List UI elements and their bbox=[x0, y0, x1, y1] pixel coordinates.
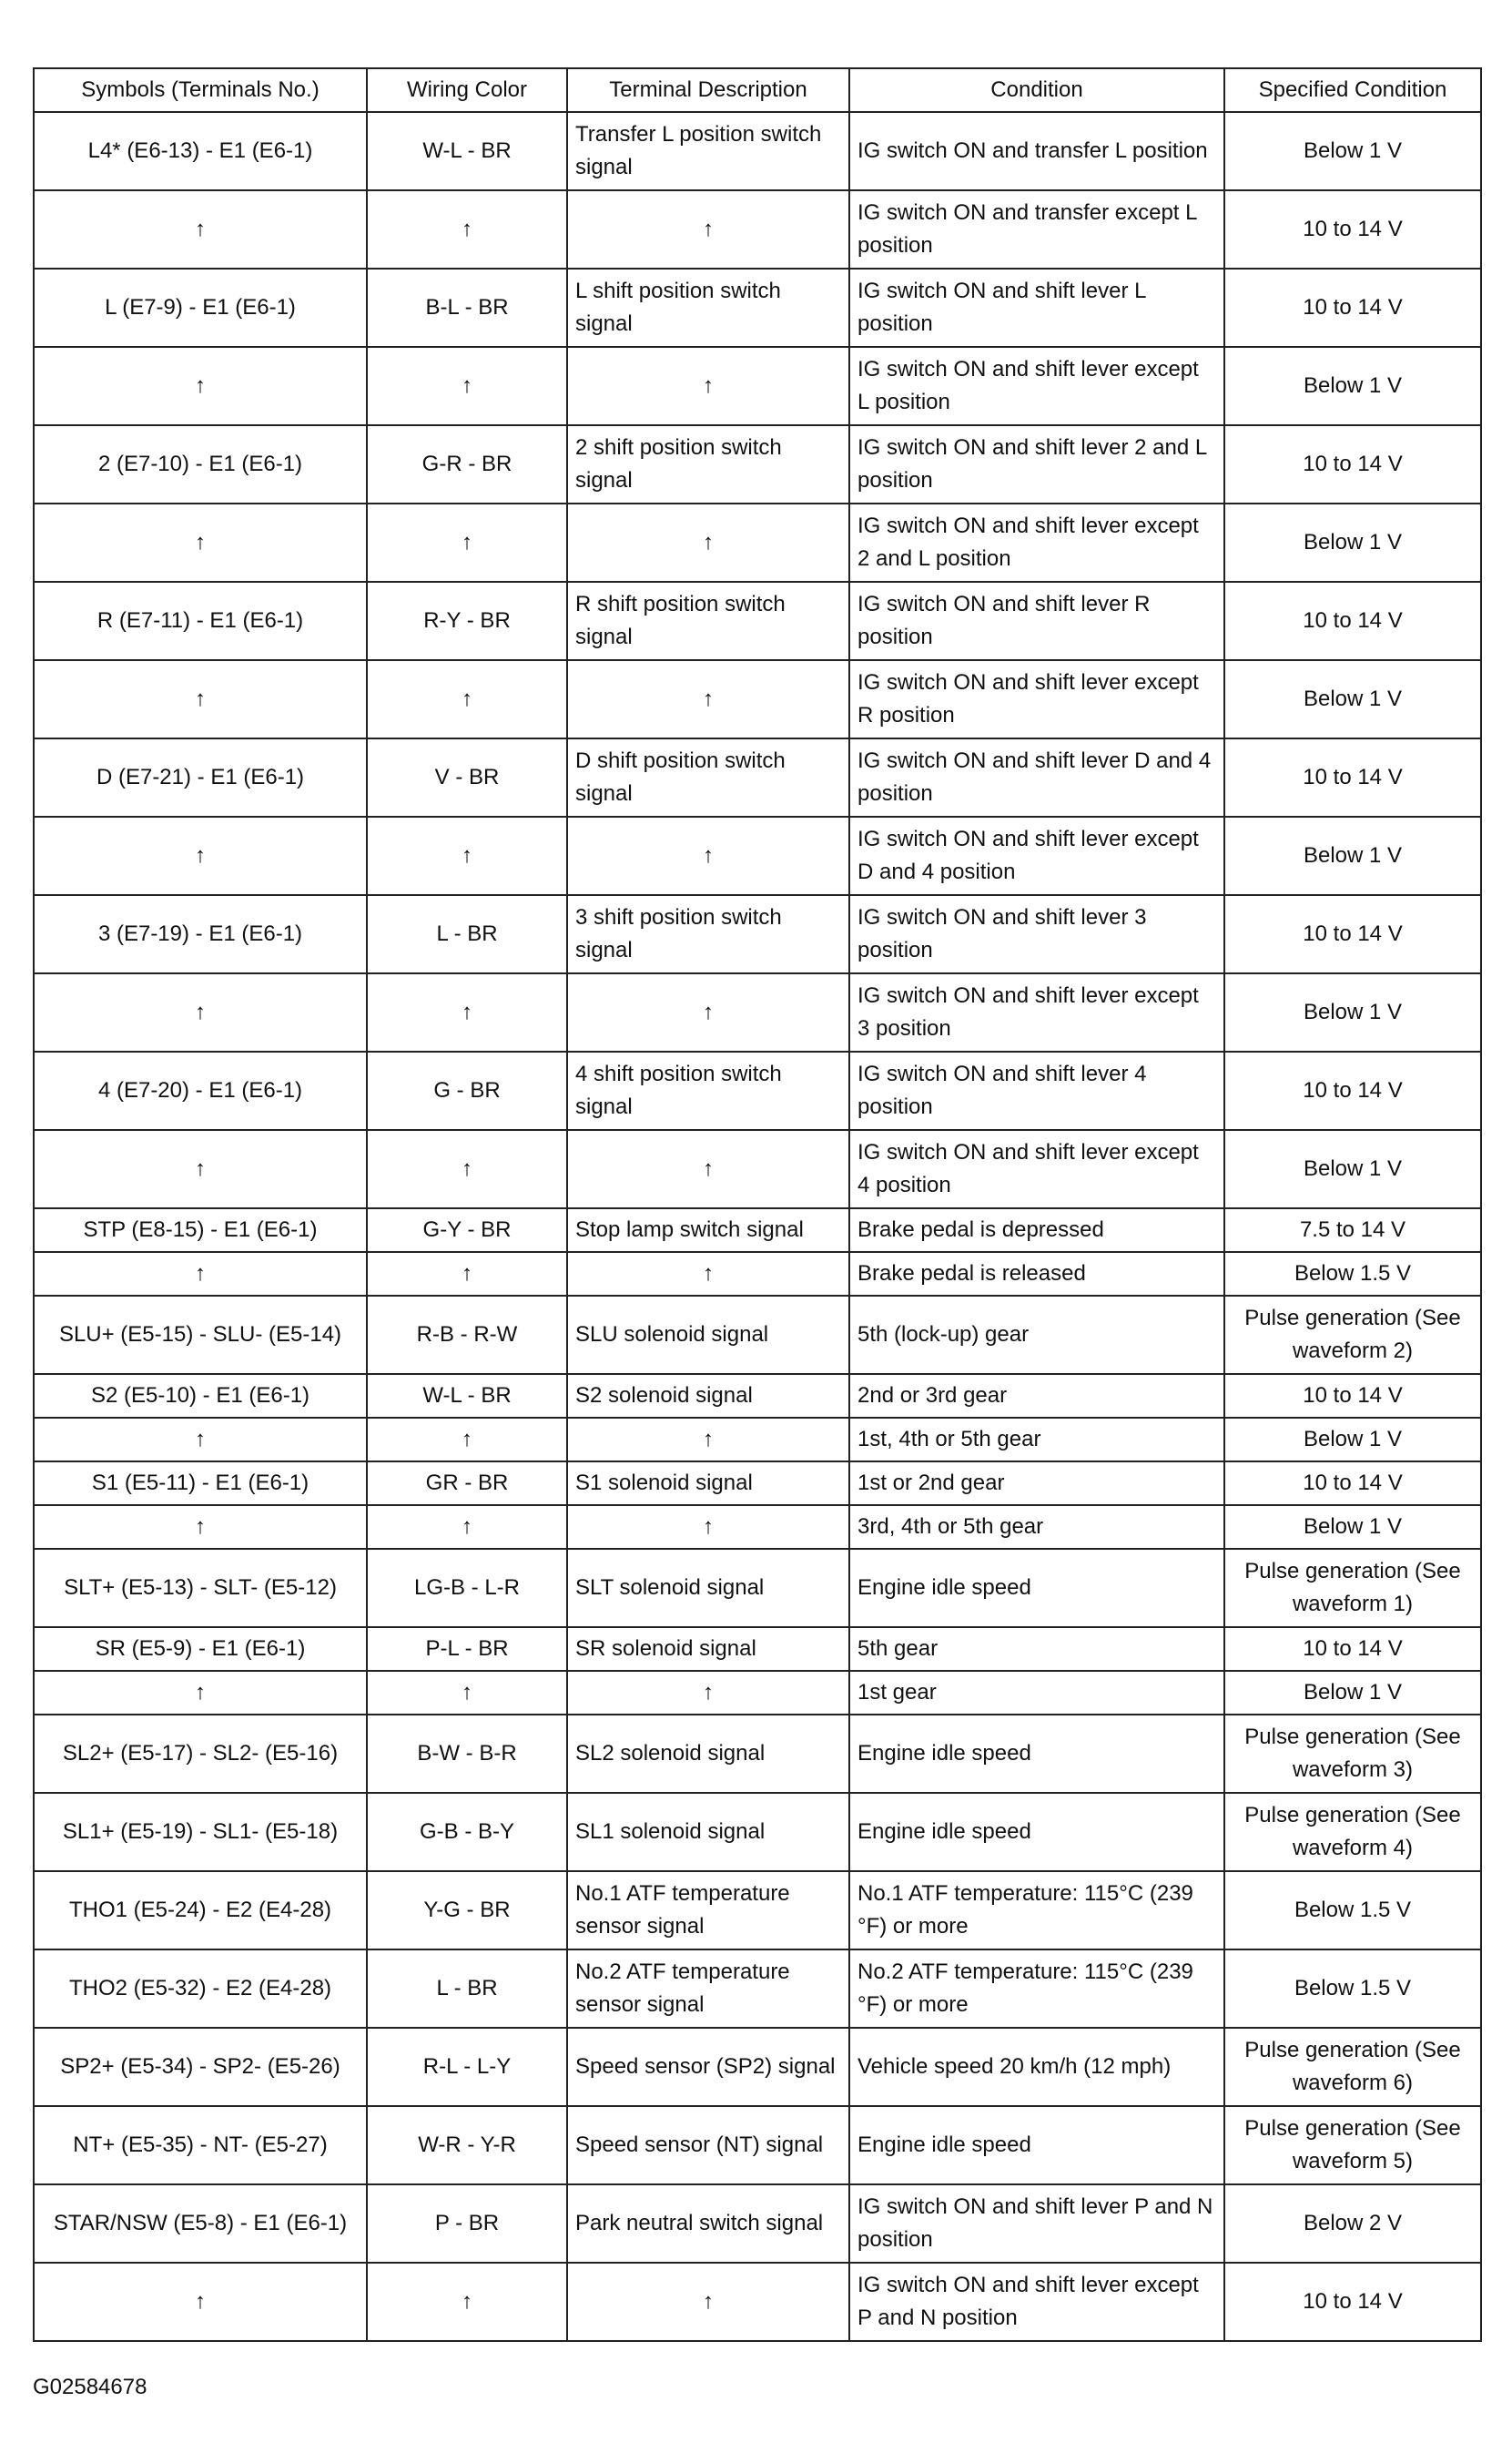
table-row bbox=[34, 347, 1481, 425]
cell-specified-condition: 10 to 14 V bbox=[1224, 1374, 1481, 1418]
cell-terminal-description: ↑ bbox=[567, 1505, 849, 1549]
table-row bbox=[34, 973, 1481, 1052]
cell-terminal-description: Transfer L position switch signal bbox=[567, 112, 849, 190]
cell-symbol: ↑ bbox=[34, 1252, 367, 1296]
table-row bbox=[34, 112, 1481, 190]
cell-wiring-color: G - BR bbox=[367, 1052, 567, 1130]
cell-symbol: ↑ bbox=[34, 1418, 367, 1461]
cell-symbol: S1 (E5-11) - E1 (E6-1) bbox=[34, 1461, 367, 1505]
cell-wiring-color: ↑ bbox=[367, 2263, 567, 2341]
cell-wiring-color: V - BR bbox=[367, 738, 567, 817]
table-row bbox=[34, 1549, 1481, 1627]
cell-wiring-color: ↑ bbox=[367, 1130, 567, 1208]
cell-wiring-color: L - BR bbox=[367, 895, 567, 973]
header-symbols: Symbols (Terminals No.) bbox=[34, 68, 367, 112]
cell-specified-condition: Below 1 V bbox=[1224, 1671, 1481, 1715]
cell-specified-condition: Below 1 V bbox=[1224, 1130, 1481, 1208]
header-specified-condition: Specified Condition bbox=[1224, 68, 1481, 112]
cell-specified-condition: Below 1 V bbox=[1224, 112, 1481, 190]
table-row bbox=[34, 1052, 1481, 1130]
cell-specified-condition: 10 to 14 V bbox=[1224, 895, 1481, 973]
cell-specified-condition: Below 1.5 V bbox=[1224, 1949, 1481, 2028]
cell-wiring-color: Y-G - BR bbox=[367, 1871, 567, 1949]
cell-specified-condition: Pulse generation (See waveform 4) bbox=[1224, 1793, 1481, 1871]
cell-condition: 5th (lock-up) gear bbox=[849, 1296, 1224, 1374]
cell-terminal-description: ↑ bbox=[567, 660, 849, 738]
cell-symbol: D (E7-21) - E1 (E6-1) bbox=[34, 738, 367, 817]
cell-terminal-description: ↑ bbox=[567, 1130, 849, 1208]
cell-condition: IG switch ON and shift lever L position bbox=[849, 269, 1224, 347]
cell-wiring-color: G-B - B-Y bbox=[367, 1793, 567, 1871]
cell-condition: 1st gear bbox=[849, 1671, 1224, 1715]
cell-condition: IG switch ON and transfer L position bbox=[849, 112, 1224, 190]
header-row bbox=[34, 68, 1481, 112]
cell-specified-condition: 10 to 14 V bbox=[1224, 1461, 1481, 1505]
table-row bbox=[34, 1374, 1481, 1418]
cell-terminal-description: SLU solenoid signal bbox=[567, 1296, 849, 1374]
cell-terminal-description: SL1 solenoid signal bbox=[567, 1793, 849, 1871]
cell-symbol: ↑ bbox=[34, 817, 367, 895]
cell-specified-condition: Below 1 V bbox=[1224, 1418, 1481, 1461]
cell-symbol: 4 (E7-20) - E1 (E6-1) bbox=[34, 1052, 367, 1130]
cell-terminal-description: ↑ bbox=[567, 1671, 849, 1715]
table-row bbox=[34, 1130, 1481, 1208]
cell-terminal-description: Speed sensor (SP2) signal bbox=[567, 2028, 849, 2106]
cell-wiring-color: R-L - L-Y bbox=[367, 2028, 567, 2106]
cell-symbol: THO1 (E5-24) - E2 (E4-28) bbox=[34, 1871, 367, 1949]
table-row bbox=[34, 1627, 1481, 1671]
cell-symbol: 3 (E7-19) - E1 (E6-1) bbox=[34, 895, 367, 973]
table-row bbox=[34, 1871, 1481, 1949]
cell-terminal-description: ↑ bbox=[567, 190, 849, 269]
cell-condition: IG switch ON and shift lever R position bbox=[849, 582, 1224, 660]
cell-symbol: SLU+ (E5-15) - SLU- (E5-14) bbox=[34, 1296, 367, 1374]
cell-specified-condition: Below 1 V bbox=[1224, 347, 1481, 425]
cell-condition: No.1 ATF temperature: 115°C (239 °F) or more bbox=[849, 1871, 1224, 1949]
cell-symbol: STP (E8-15) - E1 (E6-1) bbox=[34, 1208, 367, 1252]
cell-condition: Engine idle speed bbox=[849, 1793, 1224, 1871]
cell-terminal-description: ↑ bbox=[567, 347, 849, 425]
cell-terminal-description: 4 shift position switch signal bbox=[567, 1052, 849, 1130]
cell-symbol: ↑ bbox=[34, 347, 367, 425]
cell-terminal-description: SR solenoid signal bbox=[567, 1627, 849, 1671]
cell-condition: IG switch ON and shift lever 4 position bbox=[849, 1052, 1224, 1130]
cell-condition: IG switch ON and shift lever except P and N position bbox=[849, 2263, 1224, 2341]
cell-wiring-color: G-Y - BR bbox=[367, 1208, 567, 1252]
cell-wiring-color: ↑ bbox=[367, 1418, 567, 1461]
cell-condition: IG switch ON and shift lever 3 position bbox=[849, 895, 1224, 973]
cell-terminal-description: Park neutral switch signal bbox=[567, 2184, 849, 2263]
cell-symbol: NT+ (E5-35) - NT- (E5-27) bbox=[34, 2106, 367, 2184]
cell-condition: Engine idle speed bbox=[849, 2106, 1224, 2184]
cell-wiring-color: ↑ bbox=[367, 347, 567, 425]
cell-wiring-color: ↑ bbox=[367, 660, 567, 738]
cell-specified-condition: 10 to 14 V bbox=[1224, 582, 1481, 660]
table-row bbox=[34, 1461, 1481, 1505]
cell-terminal-description: No.1 ATF temperature sensor signal bbox=[567, 1871, 849, 1949]
cell-symbol: ↑ bbox=[34, 190, 367, 269]
cell-symbol: ↑ bbox=[34, 1505, 367, 1549]
cell-condition: 1st or 2nd gear bbox=[849, 1461, 1224, 1505]
cell-specified-condition: 7.5 to 14 V bbox=[1224, 1208, 1481, 1252]
cell-symbol: SLT+ (E5-13) - SLT- (E5-12) bbox=[34, 1549, 367, 1627]
cell-specified-condition: Below 1 V bbox=[1224, 504, 1481, 582]
cell-specified-condition: Below 1 V bbox=[1224, 973, 1481, 1052]
cell-symbol: SL2+ (E5-17) - SL2- (E5-16) bbox=[34, 1715, 367, 1793]
cell-wiring-color: P - BR bbox=[367, 2184, 567, 2263]
cell-symbol: ↑ bbox=[34, 1671, 367, 1715]
cell-terminal-description: S2 solenoid signal bbox=[567, 1374, 849, 1418]
cell-condition: 2nd or 3rd gear bbox=[849, 1374, 1224, 1418]
cell-terminal-description: ↑ bbox=[567, 1252, 849, 1296]
table-row bbox=[34, 190, 1481, 269]
cell-symbol: R (E7-11) - E1 (E6-1) bbox=[34, 582, 367, 660]
cell-wiring-color: W-L - BR bbox=[367, 1374, 567, 1418]
table-row bbox=[34, 817, 1481, 895]
cell-symbol: L4* (E6-13) - E1 (E6-1) bbox=[34, 112, 367, 190]
cell-wiring-color: W-L - BR bbox=[367, 112, 567, 190]
cell-wiring-color: ↑ bbox=[367, 1252, 567, 1296]
cell-wiring-color: ↑ bbox=[367, 1671, 567, 1715]
cell-symbol: SR (E5-9) - E1 (E6-1) bbox=[34, 1627, 367, 1671]
cell-specified-condition: 10 to 14 V bbox=[1224, 190, 1481, 269]
cell-terminal-description: 3 shift position switch signal bbox=[567, 895, 849, 973]
cell-symbol: STAR/NSW (E5-8) - E1 (E6-1) bbox=[34, 2184, 367, 2263]
table-row bbox=[34, 1505, 1481, 1549]
cell-specified-condition: Pulse generation (See waveform 2) bbox=[1224, 1296, 1481, 1374]
cell-specified-condition: Pulse generation (See waveform 3) bbox=[1224, 1715, 1481, 1793]
cell-condition: Engine idle speed bbox=[849, 1715, 1224, 1793]
cell-wiring-color: W-R - Y-R bbox=[367, 2106, 567, 2184]
cell-wiring-color: B-W - B-R bbox=[367, 1715, 567, 1793]
table-row bbox=[34, 1208, 1481, 1252]
cell-symbol: ↑ bbox=[34, 973, 367, 1052]
table-row bbox=[34, 2263, 1481, 2341]
cell-specified-condition: Pulse generation (See waveform 1) bbox=[1224, 1549, 1481, 1627]
table-row bbox=[34, 1715, 1481, 1793]
cell-specified-condition: Below 1 V bbox=[1224, 660, 1481, 738]
header-condition: Condition bbox=[849, 68, 1224, 112]
cell-terminal-description: No.2 ATF temperature sensor signal bbox=[567, 1949, 849, 2028]
table-body bbox=[34, 112, 1481, 2341]
cell-symbol: S2 (E5-10) - E1 (E6-1) bbox=[34, 1374, 367, 1418]
table-row bbox=[34, 1949, 1481, 2028]
cell-specified-condition: 10 to 14 V bbox=[1224, 1627, 1481, 1671]
table-row bbox=[34, 2184, 1481, 2263]
cell-specified-condition: Below 2 V bbox=[1224, 2184, 1481, 2263]
cell-wiring-color: P-L - BR bbox=[367, 1627, 567, 1671]
cell-terminal-description: SLT solenoid signal bbox=[567, 1549, 849, 1627]
cell-specified-condition: Pulse generation (See waveform 6) bbox=[1224, 2028, 1481, 2106]
cell-condition: Vehicle speed 20 km/h (12 mph) bbox=[849, 2028, 1224, 2106]
cell-wiring-color: ↑ bbox=[367, 1505, 567, 1549]
cell-condition: 3rd, 4th or 5th gear bbox=[849, 1505, 1224, 1549]
cell-specified-condition: 10 to 14 V bbox=[1224, 269, 1481, 347]
cell-terminal-description: ↑ bbox=[567, 2263, 849, 2341]
cell-condition: 1st, 4th or 5th gear bbox=[849, 1418, 1224, 1461]
table-row bbox=[34, 895, 1481, 973]
table-row bbox=[34, 2106, 1481, 2184]
cell-specified-condition: 10 to 14 V bbox=[1224, 738, 1481, 817]
cell-specified-condition: Below 1 V bbox=[1224, 817, 1481, 895]
table-row bbox=[34, 582, 1481, 660]
table-row bbox=[34, 738, 1481, 817]
cell-condition: IG switch ON and shift lever except 3 position bbox=[849, 973, 1224, 1052]
cell-symbol: SP2+ (E5-34) - SP2- (E5-26) bbox=[34, 2028, 367, 2106]
cell-terminal-description: Speed sensor (NT) signal bbox=[567, 2106, 849, 2184]
cell-symbol: ↑ bbox=[34, 2263, 367, 2341]
cell-condition: IG switch ON and shift lever except L position bbox=[849, 347, 1224, 425]
cell-terminal-description: D shift position switch signal bbox=[567, 738, 849, 817]
cell-specified-condition: 10 to 14 V bbox=[1224, 2263, 1481, 2341]
table-row bbox=[34, 504, 1481, 582]
cell-terminal-description: ↑ bbox=[567, 504, 849, 582]
table-row bbox=[34, 425, 1481, 504]
header-terminal-description: Terminal Description bbox=[567, 68, 849, 112]
table-row bbox=[34, 269, 1481, 347]
terminal-spec-table bbox=[33, 67, 1482, 2342]
cell-condition: IG switch ON and shift lever except 4 position bbox=[849, 1130, 1224, 1208]
cell-condition: 5th gear bbox=[849, 1627, 1224, 1671]
cell-wiring-color: R-B - R-W bbox=[367, 1296, 567, 1374]
cell-symbol: ↑ bbox=[34, 504, 367, 582]
cell-condition: IG switch ON and shift lever D and 4 position bbox=[849, 738, 1224, 817]
cell-terminal-description: L shift position switch signal bbox=[567, 269, 849, 347]
cell-terminal-description: Stop lamp switch signal bbox=[567, 1208, 849, 1252]
cell-condition: IG switch ON and shift lever P and N position bbox=[849, 2184, 1224, 2263]
cell-condition: IG switch ON and shift lever except D and 4 position bbox=[849, 817, 1224, 895]
cell-condition: IG switch ON and shift lever 2 and L position bbox=[849, 425, 1224, 504]
cell-specified-condition: Below 1.5 V bbox=[1224, 1252, 1481, 1296]
cell-condition: Brake pedal is depressed bbox=[849, 1208, 1224, 1252]
header-wiring-color: Wiring Color bbox=[367, 68, 567, 112]
cell-terminal-description: SL2 solenoid signal bbox=[567, 1715, 849, 1793]
cell-condition: Engine idle speed bbox=[849, 1549, 1224, 1627]
cell-terminal-description: ↑ bbox=[567, 817, 849, 895]
cell-wiring-color: L - BR bbox=[367, 1949, 567, 2028]
cell-wiring-color: G-R - BR bbox=[367, 425, 567, 504]
cell-terminal-description: 2 shift position switch signal bbox=[567, 425, 849, 504]
cell-specified-condition: 10 to 14 V bbox=[1224, 425, 1481, 504]
cell-terminal-description: R shift position switch signal bbox=[567, 582, 849, 660]
cell-condition: IG switch ON and shift lever except 2 and L position bbox=[849, 504, 1224, 582]
cell-wiring-color: R-Y - BR bbox=[367, 582, 567, 660]
cell-condition: IG switch ON and shift lever except R position bbox=[849, 660, 1224, 738]
cell-wiring-color: ↑ bbox=[367, 973, 567, 1052]
cell-terminal-description: S1 solenoid signal bbox=[567, 1461, 849, 1505]
table-row bbox=[34, 2028, 1481, 2106]
table-row bbox=[34, 1671, 1481, 1715]
cell-symbol: ↑ bbox=[34, 660, 367, 738]
cell-terminal-description: ↑ bbox=[567, 973, 849, 1052]
cell-wiring-color: ↑ bbox=[367, 190, 567, 269]
table-row bbox=[34, 1793, 1481, 1871]
cell-condition: No.2 ATF temperature: 115°C (239 °F) or more bbox=[849, 1949, 1224, 2028]
cell-condition: IG switch ON and transfer except L position bbox=[849, 190, 1224, 269]
cell-condition: Brake pedal is released bbox=[849, 1252, 1224, 1296]
table-row bbox=[34, 660, 1481, 738]
cell-wiring-color: B-L - BR bbox=[367, 269, 567, 347]
cell-terminal-description: ↑ bbox=[567, 1418, 849, 1461]
cell-specified-condition: Below 1 V bbox=[1224, 1505, 1481, 1549]
cell-specified-condition: Pulse generation (See waveform 5) bbox=[1224, 2106, 1481, 2184]
cell-wiring-color: LG-B - L-R bbox=[367, 1549, 567, 1627]
cell-specified-condition: Below 1.5 V bbox=[1224, 1871, 1481, 1949]
cell-wiring-color: GR - BR bbox=[367, 1461, 567, 1505]
cell-symbol: L (E7-9) - E1 (E6-1) bbox=[34, 269, 367, 347]
cell-symbol: THO2 (E5-32) - E2 (E4-28) bbox=[34, 1949, 367, 2028]
cell-symbol: 2 (E7-10) - E1 (E6-1) bbox=[34, 425, 367, 504]
figure-id: G02584678 bbox=[33, 2375, 147, 2399]
cell-symbol: ↑ bbox=[34, 1130, 367, 1208]
cell-wiring-color: ↑ bbox=[367, 817, 567, 895]
table-row bbox=[34, 1296, 1481, 1374]
table-row bbox=[34, 1418, 1481, 1461]
cell-wiring-color: ↑ bbox=[367, 504, 567, 582]
cell-specified-condition: 10 to 14 V bbox=[1224, 1052, 1481, 1130]
cell-symbol: SL1+ (E5-19) - SL1- (E5-18) bbox=[34, 1793, 367, 1871]
table-row bbox=[34, 1252, 1481, 1296]
